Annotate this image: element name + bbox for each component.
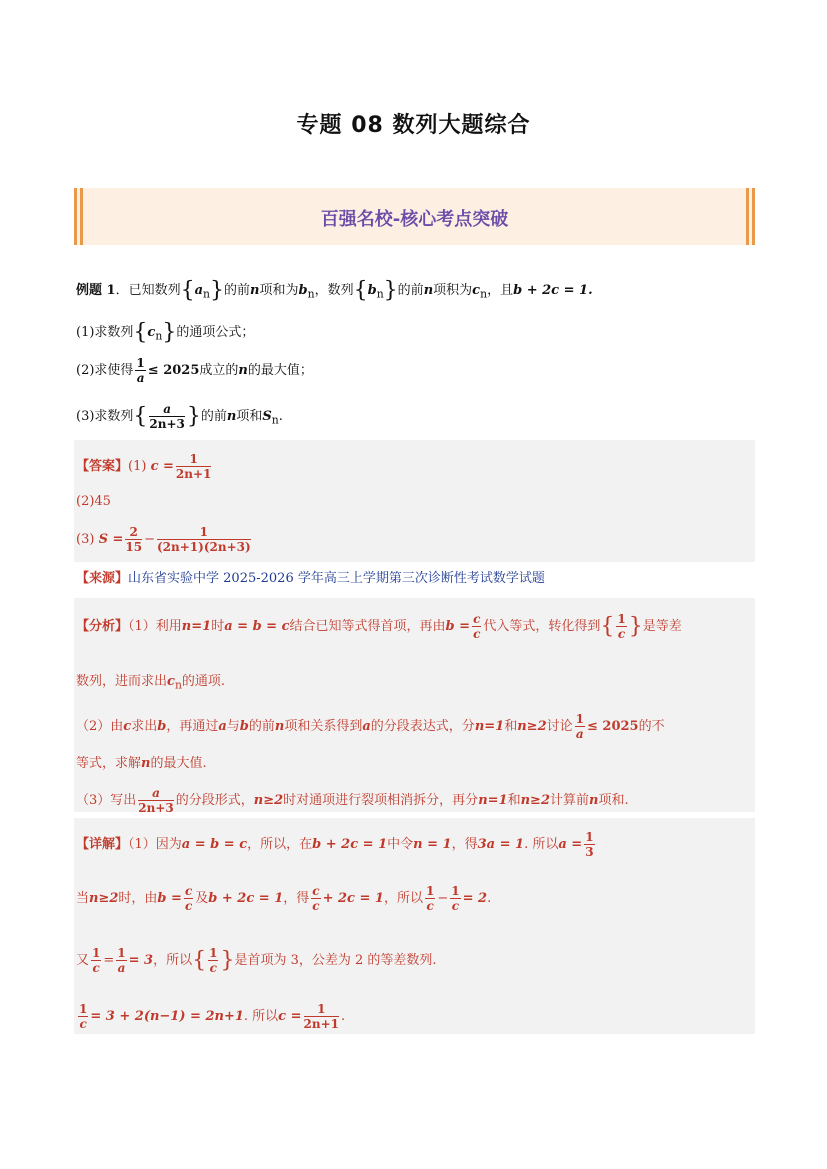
answer-2: (2)45 xyxy=(76,494,111,509)
analysis-p3: （3）写出 $\frac{a}{2n+3}$ 的分段形式，n≥2时对通项进行裂项相消拆分，再分n=1和n≥2计算前n项和. xyxy=(76,786,629,815)
page-title: 专题 08 数列大题综合 xyxy=(296,113,531,138)
detail-p1: 【详解】（1）因为a = b = c，所以，在b + 2c = 1中令n = 1，得3a = 1. 所以a = $\frac{1}{3}$ xyxy=(76,830,594,859)
detail-p2: 当n≥2时，由b = $\frac{c}{c}$ 及b + 2c = 1，得 $\frac{c}{c}$ + 2c = 1，所以 $\frac{1}{c}$ − $\frac{1}{c}$ = 2. xyxy=(76,884,492,913)
example-stem: 例题 1．已知数列$\{a_n\}$的前n项和为$b_n$，数列$\{b_n\}$的前n项积为$c_n$，且b + 2c = 1. xyxy=(76,278,593,303)
banner-title: 百强名校-核心考点突破 xyxy=(320,209,509,230)
section-banner xyxy=(74,188,755,245)
question-1: (1)求数列$\{c_n\}$的通项公式； xyxy=(76,320,255,345)
question-2: (2)求使得 $\frac{1}{a}$ ≤ 2025成立的n的最大值； xyxy=(76,356,313,385)
analysis-p2-cont: 等式，求解n的最大值. xyxy=(76,756,207,771)
answer-1: 【答案】(1) c = $\frac{1}{2n+1}$ xyxy=(76,452,212,481)
detail-p4: $\frac{1}{c}$ = 3 + 2(n−1) = 2n+1. 所以c = $\frac{1}{2n+1}$ . xyxy=(79,1002,346,1031)
analysis-p2: （2）由c求出b，再通过a与b的前n项和关系得到a的分段表达式，分n=1和n≥2讨论 $\frac{1}{a}$ ≤ 2025的不 xyxy=(76,712,665,741)
question-3: (3)求数列{ $\frac{a}{2n+3}$ }的前n项和$S_n$. xyxy=(76,402,283,431)
source-line: 【来源】山东省实验中学 2025-2026 学年高三上学期第三次诊断性考试数学试题 xyxy=(76,571,545,586)
answer-3: (3) S = $\frac{2}{15}$ − $\frac{1}{(2n+1)(2n+3)}$ xyxy=(76,525,251,554)
analysis-p1: 【分析】（1）利用n=1时a = b = c结合已知等式得首项，再由b = $\frac{c}{c}$ 代入等式，转化得到{ $\frac{1}{c}$ }是等差 xyxy=(76,612,682,641)
analysis-p1-cont: 数列，进而求出$c_n$的通项. xyxy=(76,674,226,692)
detail-p3: 又 $\frac{1}{c}$ = $\frac{1}{a}$ = 3，所以{ $\frac{1}{c}$ }是首项为 3，公差为 2 的等差数列. xyxy=(76,946,437,975)
